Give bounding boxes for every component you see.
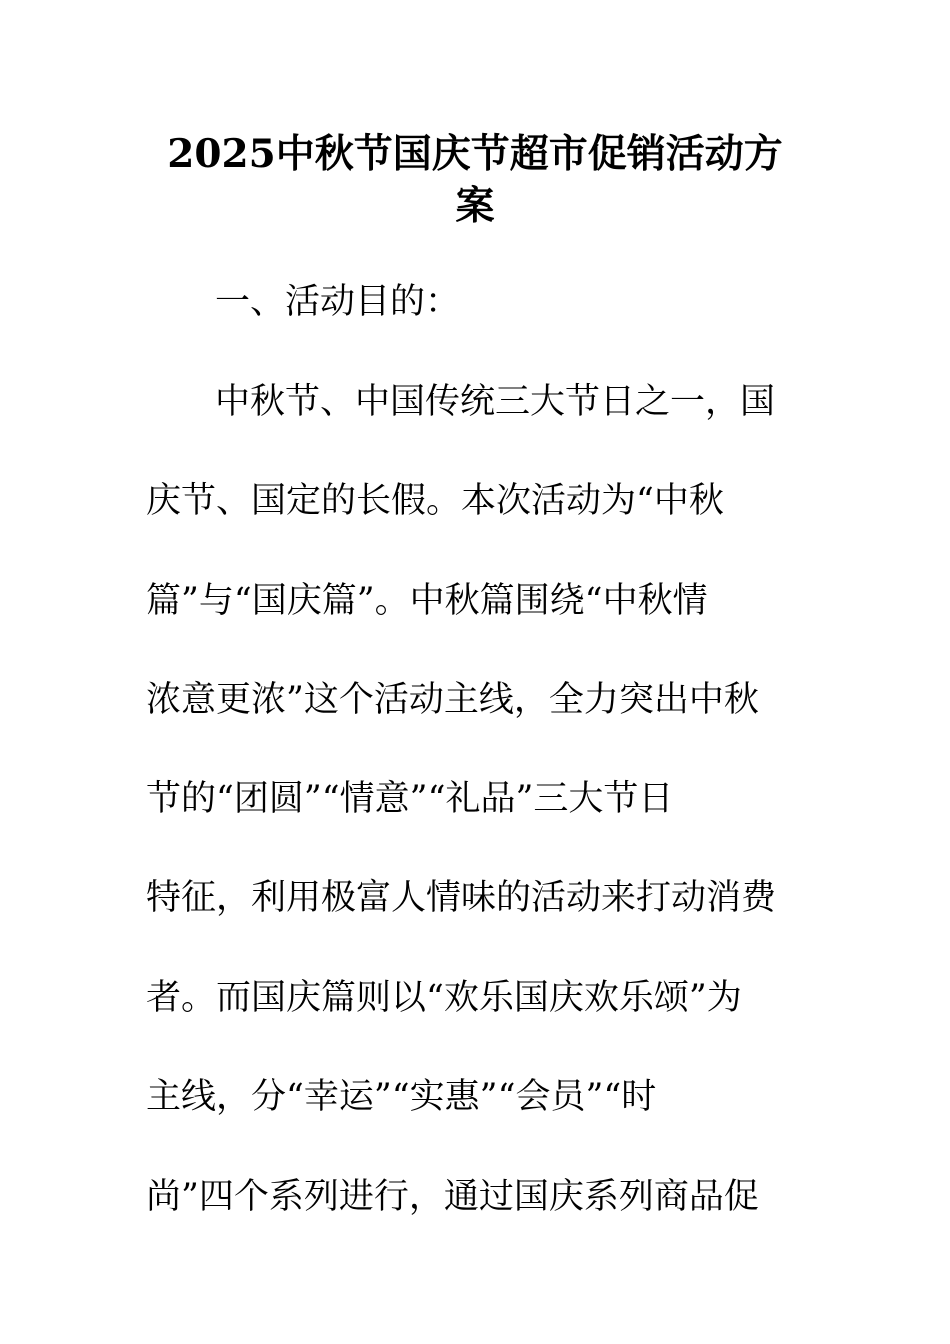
paragraph-line: 浓意更浓”这个活动主线，全力突出中秋 [146, 680, 759, 720]
paragraph-line: 特征，利用极富人情味的活动来打动消费 [146, 878, 777, 918]
paragraph-line: 庆节、国定的长假。本次活动为“中秋 [146, 481, 724, 521]
paragraph-line: 中秋节、中国传统三大节日之一，国 [215, 382, 776, 422]
paragraph-line: 尚”四个系列进行，通过国庆系列商品促 [146, 1177, 759, 1217]
paragraph-line: 节的“团圆”“情意”“礼品”三大节日 [146, 779, 674, 819]
document-title-line-2: 案 [455, 183, 495, 229]
paragraph-line: 主线，分“幸运”“实惠”“会员”“时 [146, 1077, 657, 1117]
document-title-line-1: 2025中秋节国庆节超市促销活动方 [167, 131, 783, 177]
paragraph-line: 篇”与“国庆篇”。中秋篇围绕“中秋情 [146, 581, 708, 621]
section-heading: 一、活动目的： [215, 282, 461, 322]
paragraph-line: 者。而国庆篇则以“欢乐国庆欢乐颂”为 [146, 978, 742, 1018]
